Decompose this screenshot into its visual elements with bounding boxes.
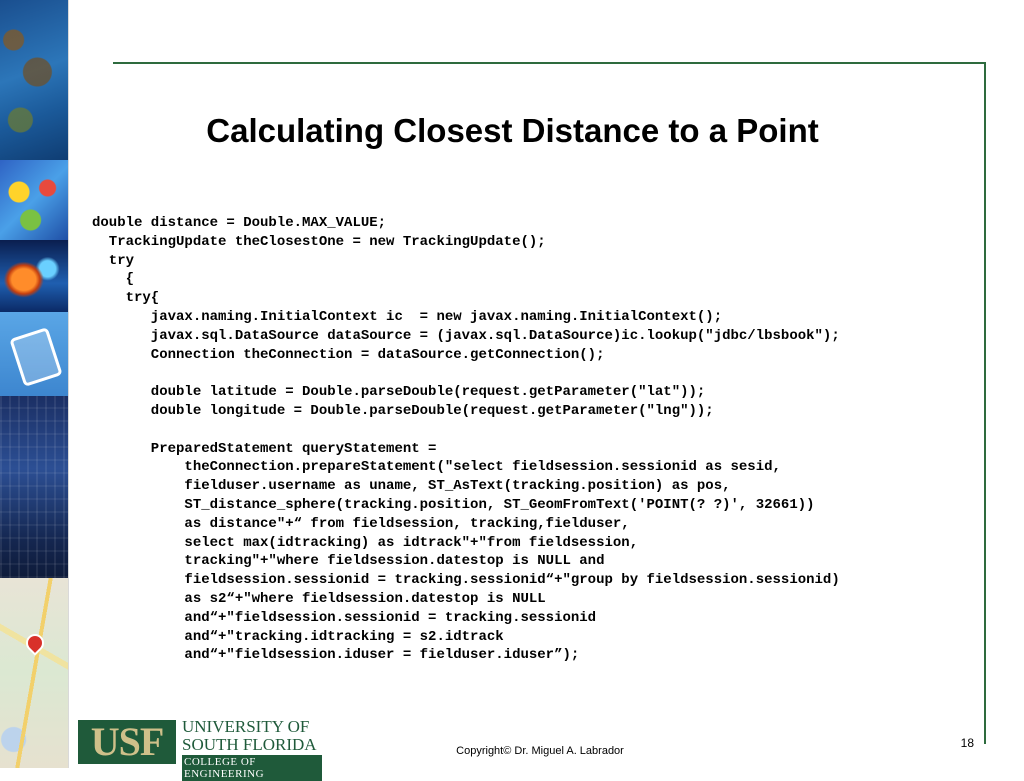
mobile-phone-image	[0, 312, 68, 396]
decorative-image-strip	[0, 0, 69, 768]
usf-logo-mark: USF	[78, 720, 176, 764]
code-line: javax.sql.DataSource dataSource = (javax.sql.DataSource)ic.lookup("jdbc/lbsbook");	[92, 327, 840, 344]
code-line: as s2“+"where fieldsession.datestop is NULL	[92, 590, 546, 607]
technology-clipart-image	[0, 160, 68, 240]
code-line: try{	[92, 290, 160, 307]
copyright-notice: Copyright© Dr. Miguel A. Labrador	[456, 745, 624, 757]
code-line: try	[92, 252, 135, 269]
street-map-image	[0, 578, 68, 768]
code-line: Connection theConnection = dataSource.getConnection();	[92, 346, 605, 363]
code-line: double latitude = Double.parseDouble(request.getParameter("lat"));	[92, 384, 706, 401]
logo-south-florida-line: SOUTH FLORIDA	[182, 735, 317, 754]
logo-university-line: UNIVERSITY OF	[182, 717, 310, 736]
page-number: 18	[960, 736, 974, 750]
code-line	[92, 364, 972, 383]
code-listing	[92, 214, 972, 665]
code-line: as distance"+“ from fieldsession, tracking,fielduser,	[92, 515, 630, 532]
phone-icon	[9, 327, 62, 387]
code-line: and“+"fieldsession.iduser = fielduser.iduser”);	[92, 647, 580, 664]
code-line: PreparedStatement queryStatement =	[92, 440, 437, 457]
code-line: select max(idtracking) as idtrack"+"from fieldsession,	[92, 534, 639, 551]
brain-scan-image	[0, 240, 68, 312]
map-pin-icon	[22, 630, 47, 655]
code-line: fielduser.username as uname, ST_AsText(tracking.position) as pos,	[92, 478, 731, 495]
right-frame-line	[984, 62, 986, 744]
code-line: theConnection.prepareStatement("select fieldsession.sessionid as sesid,	[92, 459, 781, 476]
usf-logo	[78, 717, 318, 780]
code-line: javax.naming.InitialContext ic = new javax.naming.InitialContext();	[92, 308, 723, 325]
slide-title: Calculating Closest Distance to a Point	[206, 112, 819, 149]
code-line: and“+"tracking.idtracking = s2.idtrack	[92, 628, 504, 645]
code-line: {	[92, 271, 135, 288]
code-line: tracking"+"where fieldsession.datestop is NULL and	[92, 553, 605, 570]
code-line: double longitude = Double.parseDouble(request.getParameter("lng"));	[92, 402, 714, 419]
code-line: double distance = Double.MAX_VALUE;	[92, 215, 387, 231]
code-line: fieldsession.sessionid = tracking.sessionid“+"group by fieldsession.sessionid)	[92, 572, 840, 589]
circuit-board-image	[0, 396, 68, 578]
top-frame-line	[113, 62, 986, 64]
logo-college-line: COLLEGE OF ENGINEERING	[182, 755, 322, 781]
code-line	[92, 421, 972, 440]
code-line: TrackingUpdate theClosestOne = new TrackingUpdate();	[92, 233, 546, 250]
code-line: and“+"fieldsession.sessionid = tracking.sessionid	[92, 609, 597, 626]
usf-logo-text	[182, 718, 322, 781]
satellite-coastline-image	[0, 0, 68, 160]
code-line: ST_distance_sphere(tracking.position, ST_GeomFromText('POINT(? ?)', 32661))	[92, 496, 815, 513]
